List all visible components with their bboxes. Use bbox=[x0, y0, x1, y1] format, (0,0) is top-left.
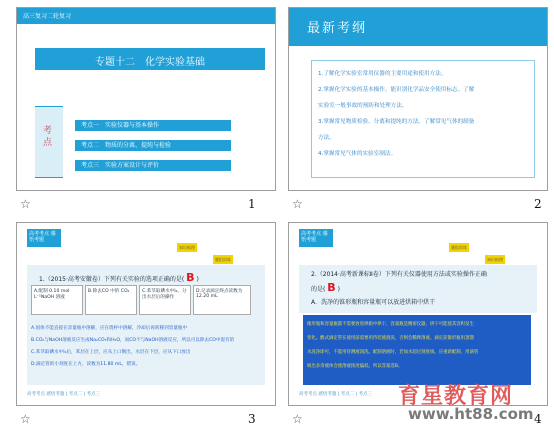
analysis-line-1: 锥形瓶和容量瓶都不需要放进烘箱中烘干，容量瓶是精密仪器，烘干可能使其容积发生 bbox=[307, 322, 474, 327]
syllabus-box bbox=[311, 60, 535, 178]
options-grid bbox=[31, 285, 251, 315]
syllabus-line-3: 实验室一般事故的预防和处理方法。 bbox=[318, 103, 408, 109]
question-text: 2.（2014·高考新课标Ⅱ卷）下列有关仪器使用方法或实验操作正确 bbox=[311, 271, 487, 278]
slide-header-bar bbox=[17, 8, 275, 24]
star-icon[interactable]: ☆ bbox=[292, 412, 303, 426]
option-b: B.除去CO 中的 CO₂ bbox=[85, 285, 137, 315]
question-area bbox=[27, 265, 265, 385]
slide-header-bar bbox=[289, 8, 547, 46]
page-number-4: 4 bbox=[534, 412, 542, 426]
question-text-2: 的是( B ) bbox=[311, 281, 340, 294]
exercise-button[interactable]: 题组训练 bbox=[215, 257, 231, 262]
option-d: D.记录滴定终点读数为12.20 mL bbox=[193, 285, 251, 315]
topic-item-3: 考点三 实验方案设计与评价 bbox=[75, 160, 231, 171]
analysis-box bbox=[303, 315, 531, 385]
watermark-url: www.ht88.com bbox=[408, 405, 534, 423]
slide-title: 最新考纲 bbox=[307, 21, 368, 36]
star-icon[interactable]: ☆ bbox=[292, 197, 303, 211]
analysis-line-2: B.CO₂与NaOH溶液反应生成Na₂CO₃和H₂O，而CO不与NaOH溶液反应，所以可以除去CO中混有的 bbox=[31, 338, 235, 343]
watermark-brand: 育星教育网 bbox=[398, 384, 514, 409]
answer-mark: B bbox=[327, 281, 336, 294]
question-area bbox=[299, 265, 537, 313]
option-a: A.配制 0.10 mol L⁻¹NaOH 溶液 bbox=[31, 285, 83, 315]
star-icon[interactable]: ☆ bbox=[20, 412, 31, 426]
knowledge-button[interactable]: 知识梳理 bbox=[179, 245, 195, 250]
section-tag: 高考考点 感悟考题 bbox=[27, 229, 61, 247]
page-number-3: 3 bbox=[248, 412, 256, 426]
slide-thumbnail-3[interactable] bbox=[16, 222, 276, 406]
slide-title-band bbox=[35, 48, 265, 70]
option-c: C.苯萃取碘水中I₂，分出水层后的操作 bbox=[139, 285, 191, 315]
topic-item-2: 考点二 物质的分离、提纯与检验 bbox=[75, 140, 231, 151]
analysis-line-3: C.苯萃取碘水中I₂后，苯层在上层，应从上口倒出，水层在下层，应从下口放出 bbox=[31, 350, 191, 355]
syllabus-line-6: 4.掌握常见气体的实验室制法。 bbox=[318, 151, 397, 157]
answer-mark: B bbox=[186, 271, 195, 284]
slide-thumbnail-2[interactable] bbox=[288, 7, 548, 191]
slide-thumbnail-1[interactable] bbox=[16, 7, 276, 191]
syllabus-line-2: 2.掌握化学实验的基本操作。能识别化学品安全使用标志。了解 bbox=[318, 87, 475, 93]
analysis-line-2: 变化。酸式滴定管在使用前需要用待装液润洗，否则会稀释溶液。滴定前锥形瓶用蒸馏 bbox=[307, 336, 474, 341]
analysis-line-3: 水洗净即可，不能用待测液润洗。配制溶液时，若加水超过刻度线，应重新配制，用滴管 bbox=[307, 350, 479, 355]
topic-item-1: 考点一 实验仪器与基本操作 bbox=[75, 120, 231, 131]
slide-title: 专题十二 化学实验基础 bbox=[95, 57, 205, 68]
syllabus-line-5: 方法。 bbox=[318, 135, 335, 141]
side-label-box bbox=[35, 106, 63, 178]
slide-footer-nav[interactable]: 高考考点 感悟考题 | 考点二 | 考点三 bbox=[299, 392, 373, 397]
analysis-line-4: D.滴定管的小刻度在上方，读数为11.80 mL，错误。 bbox=[31, 362, 141, 367]
exercise-button[interactable]: 题组训练 bbox=[451, 245, 467, 250]
page-number-1: 1 bbox=[248, 197, 256, 211]
section-tag: 高考考点 感悟考题 bbox=[299, 229, 333, 247]
analysis-line-4: 吸出多余液体会使溶液浓度偏低。所以答案选B。 bbox=[307, 364, 403, 369]
analysis-line-1: A.固体不能直接在容量瓶中溶解，应在烧杯中溶解，冷却后再转移到容量瓶中 bbox=[31, 326, 188, 331]
slide-header-text: 高三复习二轮复习 bbox=[23, 13, 72, 20]
syllabus-line-1: 1.了解化学实验室常用仪器的主要用途和使用方法。 bbox=[318, 71, 447, 77]
knowledge-button[interactable]: 知识梳理 bbox=[487, 257, 503, 262]
slide-footer-nav[interactable]: 高考考点 感悟考题 | 考点二 | 考点三 bbox=[27, 392, 101, 397]
question-text: 1.（2015·高考安徽卷）下列有关实验的选项正确的是( B ) bbox=[39, 271, 199, 284]
page-number-2: 2 bbox=[534, 197, 542, 211]
option-a: A．洗净的锥形瓶和容量瓶可以放进烘箱中烘干 bbox=[311, 299, 436, 306]
side-label: 考点 bbox=[43, 126, 53, 148]
syllabus-line-4: 3.掌握常见物质检验、分离和提纯的方法。了解常见气体的制备 bbox=[318, 119, 475, 125]
star-icon[interactable]: ☆ bbox=[20, 197, 31, 211]
